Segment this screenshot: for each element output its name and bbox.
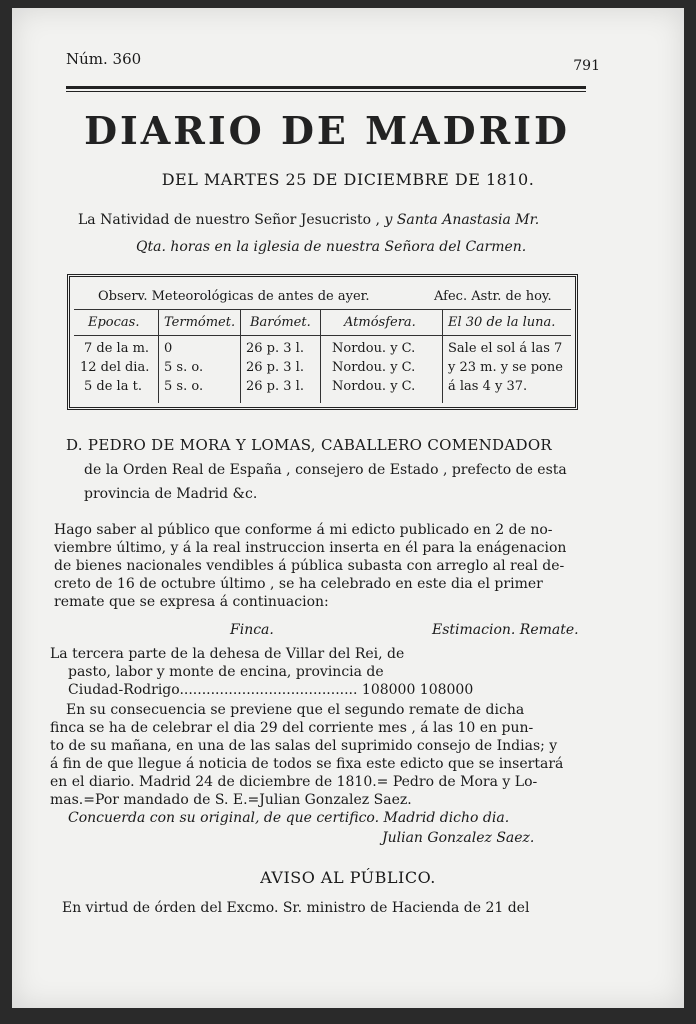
meteo-col-line	[240, 309, 241, 403]
meteo-col-line	[158, 309, 159, 403]
meteo-divider	[74, 335, 571, 336]
meteorological-table	[67, 274, 578, 410]
meteo-cell: 5 de la t.	[84, 379, 142, 394]
meteo-cell: Sale el sol á las 7	[448, 341, 563, 356]
decree-heading-line3: provincia de Madrid &c.	[84, 486, 258, 502]
top-rule	[66, 86, 586, 89]
finca-line: Ciudad-Rodrigo........................................ 108000 108000	[68, 682, 474, 698]
finca-line: La tercera parte de la dehesa de Villar del Rei, de	[50, 646, 405, 662]
masthead-title: DIARIO DE MADRID	[84, 108, 570, 153]
finca-line: pasto, labor y monte de encina, provincia de	[68, 664, 384, 680]
meteo-col-line	[442, 309, 443, 403]
decree-text-line: viembre último, y á la real instruccion inserta en él para la enágenacion	[54, 540, 567, 556]
meteo-cell: 26 p. 3 l.	[246, 360, 304, 375]
meteo-title-left: Observ. Meteorológicas de antes de ayer.	[98, 289, 370, 304]
meteo-col-header: Epocas.	[88, 315, 140, 330]
signature: Julian Gonzalez Saez.	[382, 830, 535, 846]
meteo-title-right: Afec. Astr. de hoy.	[434, 289, 552, 304]
issue-number: Núm. 360	[66, 50, 142, 68]
meteo-cell: 7 de la m.	[84, 341, 150, 356]
decree-text-line: Hago saber al público que conforme á mi edicto publicado en 2 de no-	[54, 522, 553, 538]
decree-heading-line2: de la Orden Real de España , consejero de Estado , prefecto de esta	[84, 462, 567, 478]
meteo-col-line	[320, 309, 321, 403]
meteo-col-header: Termómet.	[164, 315, 236, 330]
meteo-cell: 5 s. o.	[164, 360, 204, 375]
decree-text-line: de bienes nacionales vendibles á pública subasta con arreglo al real de-	[54, 558, 565, 574]
aviso-heading: AVISO AL PÚBLICO.	[260, 868, 436, 887]
column-estimacion-remate: Estimacion. Remate.	[432, 622, 579, 638]
meteo-col-header: Atmósfera.	[344, 315, 416, 330]
meteo-cell: 26 p. 3 l.	[246, 341, 304, 356]
meteo-cell: Nordou. y C.	[332, 341, 416, 356]
column-finca: Finca.	[230, 622, 274, 638]
saints-line	[78, 212, 539, 228]
meteo-cell: 0	[164, 341, 173, 356]
meteo-col-header: Barómet.	[250, 315, 311, 330]
newspaper-page	[12, 8, 684, 1008]
meteo-cell: Nordou. y C.	[332, 360, 416, 375]
decree-text-line: en el diario. Madrid 24 de diciembre de 1810.= Pedro de Mora y Lo-	[50, 774, 538, 790]
top-rule-thin	[66, 91, 586, 92]
decree-text-line: finca se ha de celebrar el dia 29 del corriente mes , á las 10 en pun-	[50, 720, 534, 736]
meteo-cell: Nordou. y C.	[332, 379, 416, 394]
decree-text-line: to de su mañana, en una de las salas del suprimido consejo de Indias; y	[50, 738, 558, 754]
meteo-cell: y 23 m. y se pone	[448, 360, 563, 375]
meteo-cell: 26 p. 3 l.	[246, 379, 304, 394]
meteo-cell: á las 4 y 37.	[448, 379, 528, 394]
decree-text-line: mas.=Por mandado de S. E.=Julian Gonzalez Saez.	[50, 792, 412, 808]
meteo-col-header: El 30 de la luna.	[448, 315, 556, 330]
concuerda-line: Concuerda con su original, de que certifico. Madrid dicho dia.	[68, 810, 510, 826]
saints-italic: y Santa Anastasia Mr.	[384, 212, 540, 228]
saints-plain: La Natividad de nuestro Señor Jesucristo ,	[78, 212, 381, 228]
page-number: 791	[573, 58, 600, 74]
decree-text-line: á fin de que llegue á noticia de todos se fixa este edicto que se insertará	[50, 756, 564, 772]
decree-text-line: En su consecuencia se previene que el segundo remate de dicha	[66, 702, 525, 718]
issue-date: DEL MARTES 25 DE DICIEMBRE DE 1810.	[161, 170, 535, 189]
meteo-cell: 5 s. o.	[164, 379, 204, 394]
aviso-text: En virtud de órden del Excmo. Sr. ministro de Hacienda de 21 del	[62, 900, 530, 916]
forty-hours-line: Qta. horas en la iglesia de nuestra Señora del Carmen.	[136, 239, 527, 255]
meteo-divider	[74, 309, 571, 310]
meteo-cell: 12 del dia.	[80, 360, 150, 375]
decree-heading: D. PEDRO DE MORA Y LOMAS, CABALLERO COMENDADOR	[66, 436, 553, 454]
decree-text-line: remate que se expresa á continuacion:	[54, 594, 329, 610]
decree-text-line: creto de 16 de octubre último , se ha celebrado en este dia el primer	[54, 576, 543, 592]
